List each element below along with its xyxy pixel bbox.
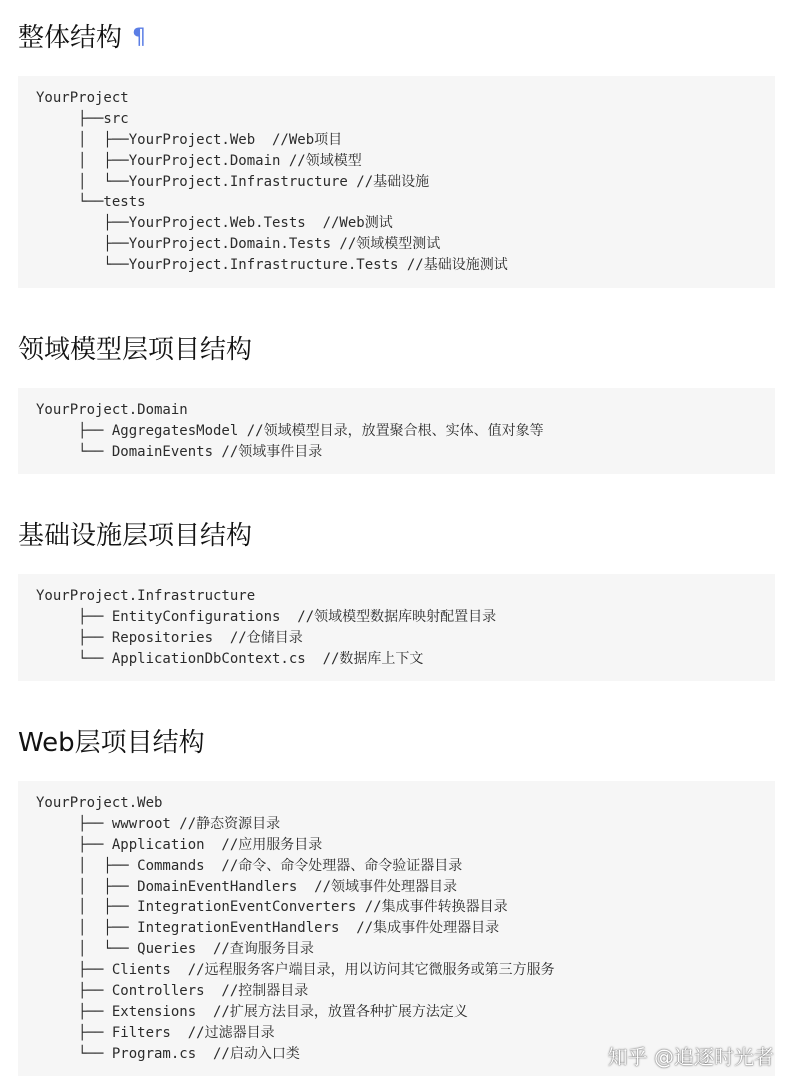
section-title: 领域模型层项目结构: [18, 335, 253, 365]
code-line: │ └── Queries //查询服务目录: [36, 941, 314, 958]
code-line: ├── Application //应用服务目录: [36, 836, 323, 853]
code-line: YourProject.Web: [36, 795, 163, 811]
code-line: YourProject.Infrastructure: [36, 588, 256, 604]
code-line: │ ├──YourProject.Web //Web项目: [36, 131, 343, 148]
section-heading: [18, 333, 252, 367]
code-line: ├── Extensions //扩展方法目录，放置各种扩展方法定义: [36, 1003, 468, 1020]
code-line: │ ├── IntegrationEventConverters //集成事件转换器目录: [36, 899, 508, 916]
section-heading: [18, 21, 146, 55]
code-block: [18, 76, 775, 288]
code-line: ├── wwwroot //静态资源目录: [36, 815, 281, 832]
code-line: ├── EntityConfigurations //领域模型数据库映射配置目录: [36, 608, 497, 625]
watermark: 知乎 @追逐时光者: [607, 1045, 774, 1069]
section-title: 基础设施层项目结构: [18, 521, 253, 551]
code-line: │ ├──YourProject.Domain //领域模型: [36, 152, 362, 169]
code-line: ├── AggregatesModel //领域模型目录，放置聚合根、实体、值对象等: [36, 422, 544, 439]
code-line: ├── Filters //过滤器目录: [36, 1024, 275, 1041]
code-line: │ ├── IntegrationEventHandlers //集成事件处理器目录: [36, 920, 500, 937]
code-block: [18, 781, 775, 1076]
code-line: │ ├── Commands //命令、命令处理器、命令验证器目录: [36, 857, 463, 874]
section-heading: [18, 519, 252, 553]
code-line: ├── Repositories //仓储目录: [36, 629, 303, 646]
code-line: ├──YourProject.Domain.Tests //领域模型测试: [36, 236, 441, 253]
code-line: │ ├── DomainEventHandlers //领域事件处理器目录: [36, 878, 458, 895]
code-line: └── ApplicationDbContext.cs //数据库上下文: [36, 650, 424, 667]
code-line: └── Program.cs //启动入口类: [36, 1045, 300, 1062]
code-line: ├──YourProject.Web.Tests //Web测试: [36, 215, 393, 232]
code-line: ├── Clients //远程服务客户端目录，用以访问其它微服务或第三方服务: [36, 962, 555, 979]
code-block: [18, 574, 775, 681]
code-line: │ └──YourProject.Infrastructure //基础设施: [36, 173, 430, 190]
code-line: ├──src: [36, 110, 129, 127]
section-title: Web层项目结构: [18, 728, 205, 758]
code-line: YourProject: [36, 90, 129, 106]
anchor-link-icon[interactable]: ¶: [132, 25, 147, 50]
code-line: └──YourProject.Infrastructure.Tests //基础设施测试: [36, 257, 508, 274]
code-line: ├── Controllers //控制器目录: [36, 983, 309, 1000]
section-title: 整体结构: [18, 23, 123, 53]
code-line: └── DomainEvents //领域事件目录: [36, 443, 323, 460]
code-block: [18, 388, 775, 474]
code-line: └──tests: [36, 194, 146, 211]
section-heading: [18, 726, 205, 760]
code-line: YourProject.Domain: [36, 402, 188, 418]
